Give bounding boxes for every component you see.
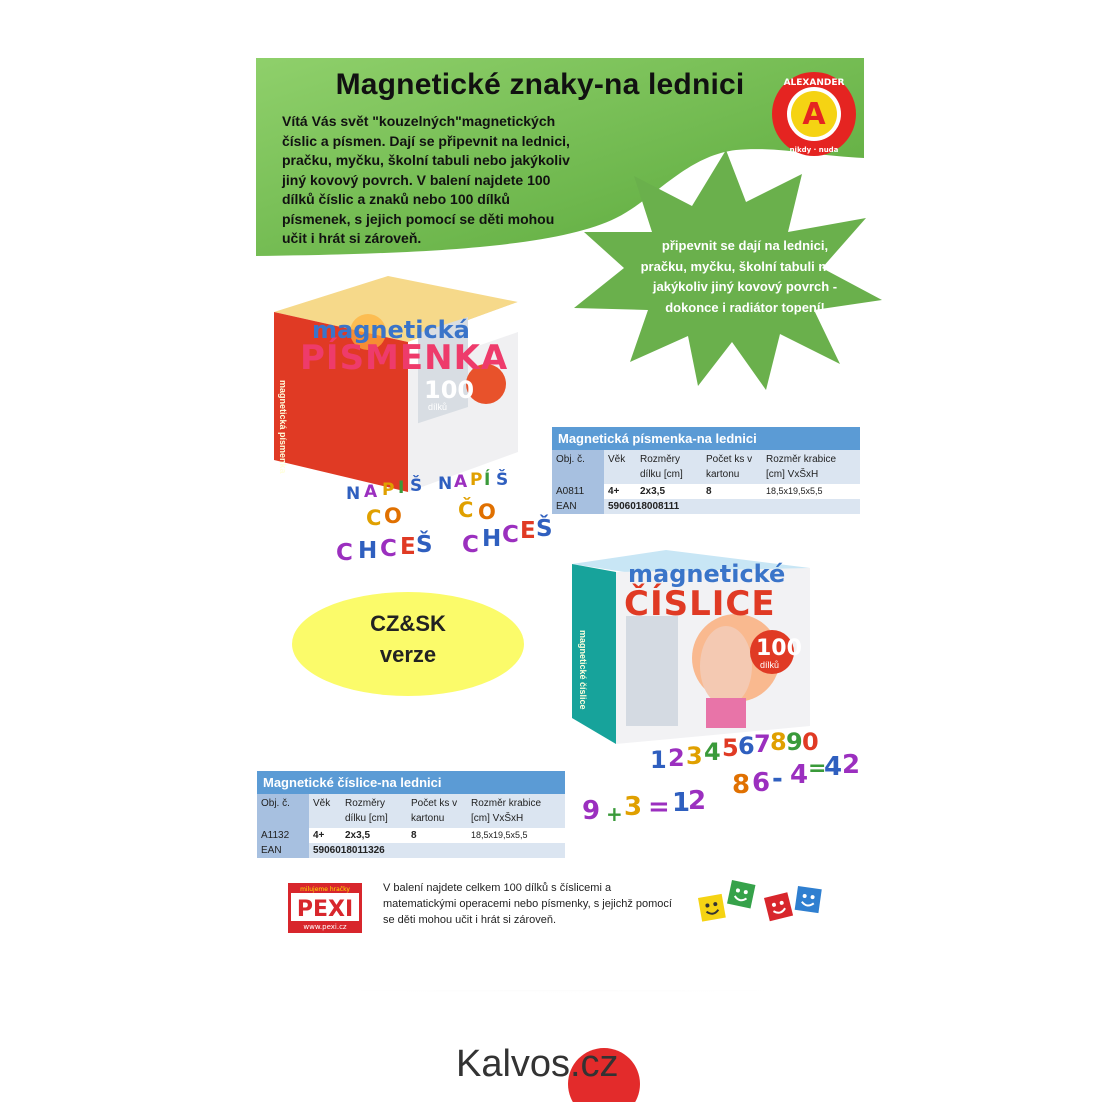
- letter-card: P: [382, 480, 395, 500]
- letter-card: N: [346, 484, 361, 504]
- number-card: 4: [824, 752, 843, 782]
- pexi-name: PEXI: [296, 897, 354, 922]
- letter-card: E: [520, 518, 536, 544]
- table-header: Věk: [604, 450, 636, 484]
- ean-value: 5906018008111: [604, 499, 860, 514]
- czsk-line2: verze: [379, 642, 437, 667]
- cislice-box-title2: ČÍSLICE: [624, 584, 776, 624]
- letter-card: C: [336, 540, 353, 566]
- pismenka-box-title2: PÍSMENKA: [300, 338, 509, 378]
- cislice-box-title1: magnetické: [628, 560, 786, 588]
- number-card: 6: [752, 768, 771, 798]
- number-card: 2: [842, 750, 861, 780]
- letter-card: Š: [536, 516, 553, 542]
- number-card: 3: [624, 792, 643, 822]
- number-card: 8: [732, 770, 751, 800]
- letter-card: A: [454, 472, 468, 492]
- cislice-badge-sub: dílků: [760, 660, 780, 670]
- number-card: 1: [650, 746, 667, 774]
- pismenka-table-title: Magnetická písmenka-na lednici: [552, 427, 860, 450]
- letter-card: Š: [410, 476, 423, 496]
- letter-card: H: [482, 526, 502, 552]
- letter-card: O: [478, 500, 496, 524]
- letter-card: C: [502, 522, 519, 548]
- table-header: Obj. č.: [257, 794, 309, 828]
- table-cell: 8: [702, 484, 762, 499]
- table-cell: A0811: [552, 484, 604, 499]
- number-card: 5: [722, 734, 739, 762]
- cislice-table-title: Magnetické číslice-na lednici: [257, 771, 565, 794]
- alexander-letter: A: [802, 97, 826, 132]
- number-card: 4: [704, 738, 721, 766]
- letter-card: A: [364, 482, 378, 502]
- letter-card: O: [384, 504, 402, 528]
- number-card: 2: [688, 786, 707, 816]
- table-cell: 4+: [604, 484, 636, 499]
- czsk-line1: CZ&SK: [370, 611, 446, 636]
- kalvos-logo: [452, 1032, 672, 1102]
- table-cell: 8: [407, 828, 467, 843]
- cislice-table: [257, 771, 565, 858]
- table-cell: 4+: [309, 828, 341, 843]
- number-card: 1: [672, 788, 691, 818]
- number-card: 6: [738, 732, 755, 760]
- alexander-logo: [770, 70, 858, 158]
- table-cell: A1132: [257, 828, 309, 843]
- letter-card: N: [438, 474, 453, 494]
- number-card: 8: [770, 728, 787, 756]
- letter-card: Š: [496, 470, 509, 490]
- pexi-url: www.pexi.cz: [303, 923, 347, 931]
- number-card: =: [808, 756, 827, 781]
- table-header: Rozměry dílku [cm]: [636, 450, 702, 484]
- starburst-text: připevnit se dají na lednici, pračku, myčku, školní tabuli nebo jakýkoliv jiný kovový povrch - dokonce i radiátor topení!: [640, 238, 850, 315]
- ean-value: 5906018011326: [309, 843, 565, 858]
- table-header: Počet ks v kartonu: [702, 450, 762, 484]
- number-card: 9: [786, 728, 803, 756]
- smiley-cubes-icon: [690, 872, 830, 932]
- letter-card: E: [400, 534, 416, 560]
- letter-card: Č: [458, 498, 474, 522]
- pismenka-box-image: [268, 272, 522, 496]
- letter-card: Í: [484, 470, 491, 490]
- pexi-tagline: milujeme hračky: [300, 886, 350, 893]
- cislice-badge: 100: [756, 636, 802, 661]
- number-card: 9: [582, 796, 601, 826]
- pismenka-side-text: magnetická písmenka: [278, 380, 288, 474]
- number-card: -: [772, 764, 783, 794]
- kalvos-tld: .cz: [570, 1043, 619, 1085]
- table-header: Věk: [309, 794, 341, 828]
- letter-card: C: [380, 536, 397, 562]
- page-title: Magnetické znaky-na lednici: [335, 68, 745, 101]
- letter-card: P: [470, 470, 483, 490]
- bottom-description: V balení najdete celkem 100 dílků s číslicemi a matematickými operacemi nebo písmenky, s jejichž pomocí se děti mohou učit i hrát si zároveň.: [383, 882, 672, 926]
- letter-card: Š: [416, 532, 433, 558]
- page-shadow: [80, 990, 1040, 1016]
- pismenka-table: [552, 427, 860, 514]
- number-card: 7: [754, 730, 771, 758]
- number-card: =: [648, 792, 670, 822]
- number-card: 0: [802, 728, 819, 756]
- letter-card: C: [366, 506, 382, 530]
- pexi-logo: [288, 883, 362, 933]
- table-header: Obj. č.: [552, 450, 604, 484]
- table-cell: 18,5x19,5x5,5: [762, 484, 860, 499]
- table-cell: 18,5x19,5x5,5: [467, 828, 565, 843]
- table-header: Počet ks v kartonu: [407, 794, 467, 828]
- number-card: 2: [668, 744, 685, 772]
- pismenka-box-title1: magnetická: [312, 316, 470, 344]
- kalvos-name: Kalvos: [456, 1043, 571, 1085]
- pismenka-badge: 100: [424, 376, 475, 404]
- table-cell: 2x3,5: [636, 484, 702, 499]
- table-header: Rozměry dílku [cm]: [341, 794, 407, 828]
- letter-card: H: [358, 538, 378, 564]
- alexander-tagline: nikdy · nuda: [789, 146, 839, 154]
- number-card: 3: [686, 742, 703, 770]
- letter-card: I: [398, 478, 405, 498]
- pismenka-badge-sub: dílků: [428, 402, 448, 412]
- table-cell: 2x3,5: [341, 828, 407, 843]
- ean-label: EAN: [257, 843, 309, 858]
- alexander-word: ALEXANDER: [783, 78, 845, 88]
- table-header: Rozměr krabice [cm] VxŠxH: [762, 450, 860, 484]
- table-header: Rozměr krabice [cm] VxŠxH: [467, 794, 565, 828]
- czsk-text: [292, 608, 524, 670]
- cislice-side-text: magnetické číslice: [578, 630, 588, 710]
- intro-text: Vítá Vás svět "kouzelných"magnetických číslic a písmen. Dají se připevnit na lednici, pračku, myčku, školní tabuli nebo jakýkoliv jiný kovový povrch. V balení najdete 100 dílků číslic a znaků nebo 100 dílků písmenek, s jejich pomocí se děti mohou učit i hrát si zároveň.: [282, 113, 570, 246]
- ean-label: EAN: [552, 499, 604, 514]
- number-card: 4: [790, 760, 809, 790]
- letter-card: C: [462, 532, 479, 558]
- number-card: +: [606, 802, 623, 826]
